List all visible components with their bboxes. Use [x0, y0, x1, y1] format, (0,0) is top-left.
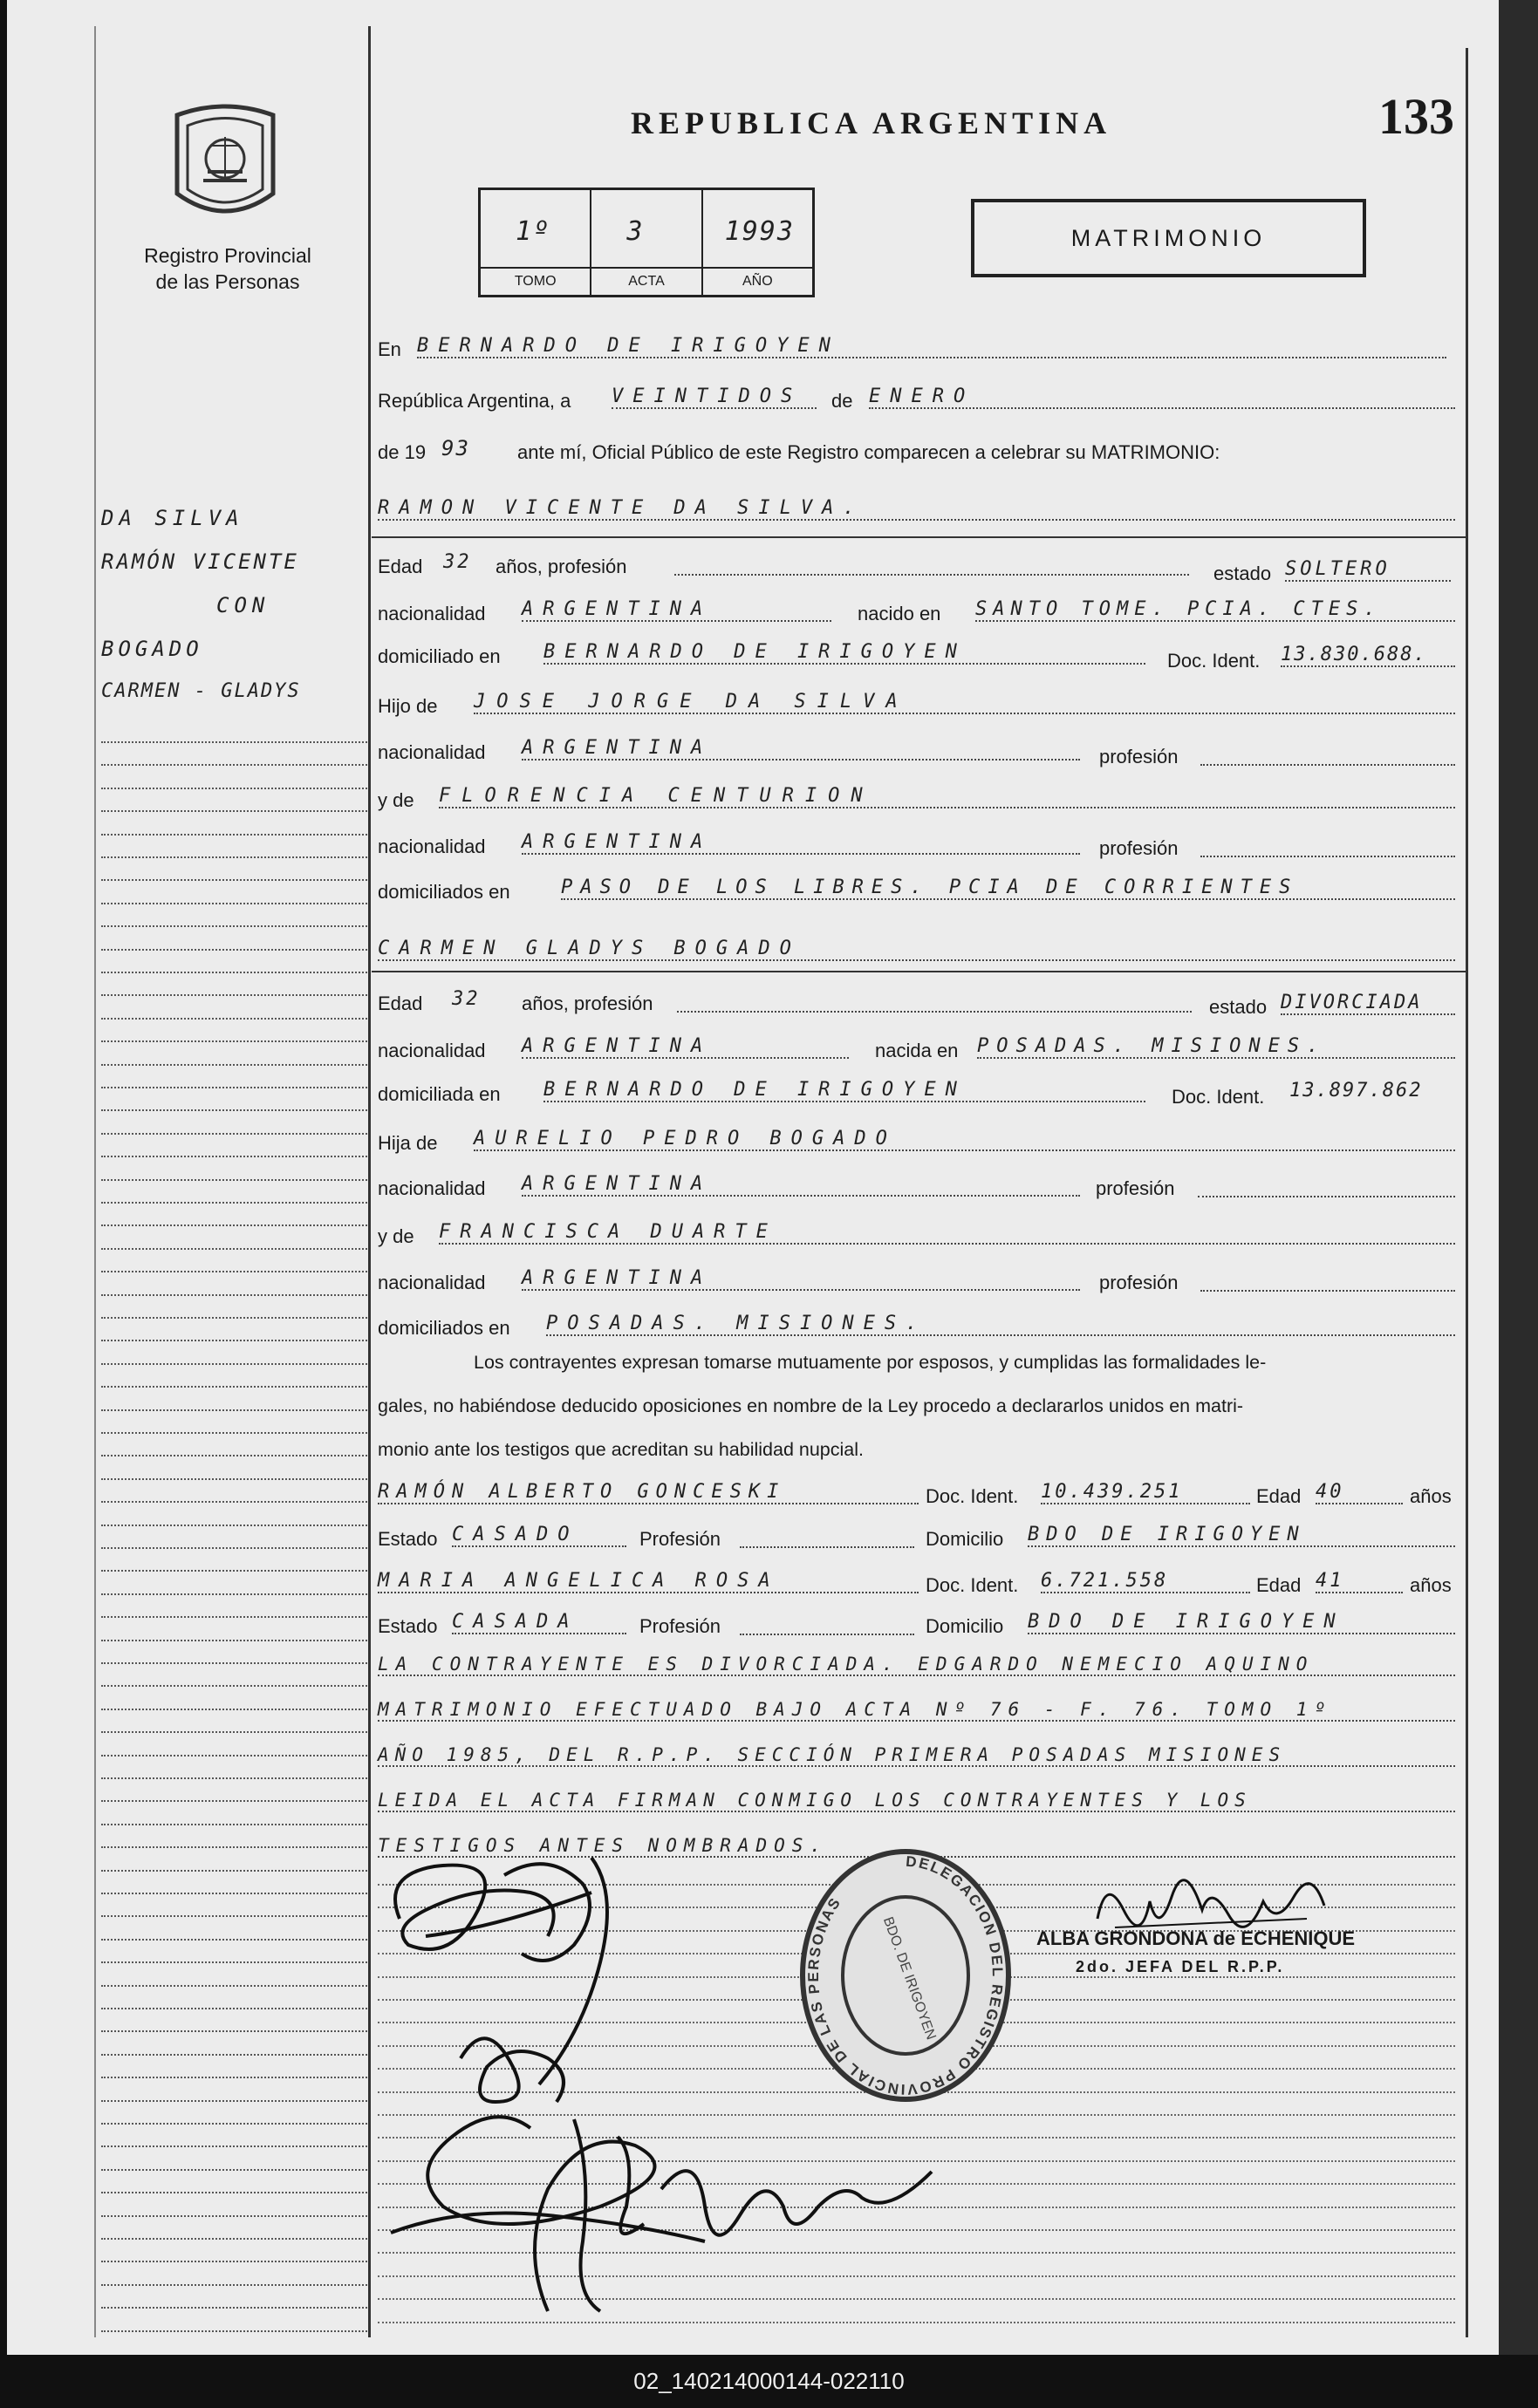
bride-padres-dom: POSADAS. MISIONES. [546, 1313, 1455, 1336]
witness1-domicilio: BDO DE IRIGOYEN [1028, 1524, 1455, 1547]
page-number: 133 [1378, 88, 1454, 145]
margin-ruled-line [101, 788, 367, 789]
groom-father-nacionalidad: ARGENTINA [522, 737, 1080, 761]
bride-estado: DIVORCIADA [1281, 992, 1455, 1015]
groom-edad-label: Edad [378, 556, 423, 577]
ano-value: 1993 [724, 216, 795, 247]
margin-ruled-line [101, 2008, 367, 2009]
witness2-profesion-label: Profesión [639, 1615, 721, 1637]
bride-doc: 13.897.862 [1289, 1080, 1423, 1102]
bride-father-nac-label: nacionalidad [378, 1177, 486, 1199]
bride-estado-label: estado [1209, 996, 1268, 1018]
margin-line-2: RAMÓN VICENTE [101, 549, 299, 574]
witness2-domicilio: BDO DE IRIGOYEN [1028, 1611, 1455, 1634]
doc-type-title: MATRIMONIO [1070, 224, 1267, 251]
margin-ruled-line [101, 1040, 367, 1042]
tomo-value: 1º [516, 216, 551, 247]
stamp-inner-text: BDO. DE IRIGOYEN [879, 1914, 939, 2043]
bride-mother-nacionalidad: ARGENTINA [522, 1267, 1080, 1291]
margin-ruled-line [101, 1800, 367, 1802]
witness1-doc: 10.439.251 [1041, 1481, 1250, 1504]
witness1-age: 40 [1316, 1481, 1403, 1504]
bride-edad-label: Edad [378, 993, 423, 1014]
margin-ruled-line [101, 1294, 367, 1296]
margin-line-1: DA SILVA [101, 506, 244, 530]
margin-ruled-line [101, 972, 367, 973]
margin-ruled-line [101, 1961, 367, 1963]
image-code-caption: 02_140214000144-022110 [633, 2368, 905, 2394]
margin-ruled-line [101, 1018, 367, 1020]
margin-ruled-line [101, 2261, 367, 2262]
margin-ruled-line [101, 1455, 367, 1456]
witness2-anos: años [1410, 1574, 1452, 1596]
margin-ruled-line [101, 2215, 367, 2217]
groom-nacido-label: nacido en [858, 603, 941, 624]
margin-ruled-line [101, 1824, 367, 1825]
witness1-anos: años [1410, 1485, 1452, 1507]
groom-domicilio: BERNARDO DE IRIGOYEN [543, 641, 1145, 665]
margin-ruled-line [101, 1179, 367, 1181]
margin-ruled-line [101, 1133, 367, 1135]
witness1-estado-label: Estado [378, 1528, 438, 1550]
margin-ruled-line [101, 1731, 367, 1733]
provincial-seal-icon [168, 98, 282, 229]
margin-line-5: CARMEN - GLADYS [101, 680, 301, 702]
margin-ruled-line [101, 1340, 367, 1341]
year-suffix: 93 [441, 436, 470, 460]
groom-doc: 13.830.688. [1281, 644, 1455, 667]
bride-yde-label: y de [378, 1225, 414, 1247]
witness1-profesion-label: Profesión [639, 1528, 721, 1550]
country-heading: REPUBLICA ARGENTINA [631, 106, 1112, 140]
groom-mother-profesion-label: profesión [1099, 837, 1179, 859]
margin-ruled-line [101, 2077, 367, 2078]
margin-divider-line [368, 26, 371, 2337]
groom-nacionalidad: ARGENTINA [522, 598, 831, 622]
witness1-edad-label: Edad [1256, 1485, 1302, 1507]
groom-yde-label: y de [378, 789, 414, 811]
groom-estado: SOLTERO [1285, 558, 1451, 582]
groom-age: 32 [443, 551, 472, 573]
stamp-ring-text: DELEGACION DEL REGISTRO PROVINCIAL DE LAS PERSONAS [804, 1852, 1007, 2098]
margin-ruled-line [101, 1109, 367, 1111]
margin-ruled-line [101, 810, 367, 812]
groom-estado-label: estado [1213, 563, 1272, 584]
groom-mother: FLORENCIA CENTURION [439, 785, 1455, 808]
bride-father-profesion-label: profesión [1096, 1177, 1175, 1199]
witness2-domicilio-label: Domicilio [926, 1615, 1004, 1637]
margin-ruled-line [101, 1248, 367, 1250]
bride-age: 32 [452, 988, 481, 1010]
witness2-estado: CASADA [452, 1611, 626, 1634]
bride-father: AURELIO PEDRO BOGADO [474, 1128, 1455, 1151]
witness2-doc: 6.721.558 [1041, 1570, 1250, 1593]
bride-mother: FRANCISCA DUARTE [439, 1221, 1455, 1245]
margin-ruled-line [101, 2054, 367, 2056]
margin-ruled-line [101, 1640, 367, 1641]
margin-ruled-line [101, 1570, 367, 1572]
bride-doc-label: Doc. Ident. [1172, 1086, 1265, 1108]
bride-father-nacionalidad: ARGENTINA [522, 1173, 1080, 1197]
margin-ruled-line [101, 1893, 367, 1894]
witness1-doc-label: Doc. Ident. [926, 1485, 1019, 1507]
place-field: BERNARDO DE IRIGOYEN [417, 335, 1446, 358]
margin-ruled-line [101, 1616, 367, 1618]
document-page [7, 0, 1499, 2355]
margin-ruled-line [101, 741, 367, 743]
margin-ruled-line [101, 764, 367, 766]
bride-hija-label: Hija de [378, 1132, 438, 1154]
bride-nacida-label: nacida en [875, 1040, 959, 1061]
official-title: 2do. JEFA DEL R.P.P. [1076, 1958, 1285, 1975]
groom-mother-nacionalidad: ARGENTINA [522, 831, 1080, 855]
acta-value: 3 [626, 216, 645, 247]
margin-ruled-line [101, 925, 367, 927]
groom-domiciliado-label: domiciliado en [378, 645, 501, 667]
margin-ruled-line [101, 1915, 367, 1917]
groom-anos-profesion: años, profesión [496, 556, 627, 577]
groom-father-nac-label: nacionalidad [378, 741, 486, 763]
margin-ruled-line [101, 2307, 367, 2309]
margin-ruled-line [101, 2145, 367, 2147]
margin-edge-line [94, 26, 96, 2337]
right-border-line [1466, 48, 1468, 2337]
intro-closing: ante mí, Oficial Público de este Registro comparecen a celebrar su MATRIMONIO: [517, 441, 1220, 463]
witness2-estado-label: Estado [378, 1615, 438, 1637]
margin-ruled-line [101, 1224, 367, 1226]
bride-domiciliada-label: domiciliada en [378, 1083, 501, 1105]
margin-ruled-line [101, 856, 367, 858]
witness2-name: MARIA ANGELICA ROSA [378, 1570, 919, 1593]
acta-label: ACTA [591, 267, 701, 290]
margin-ruled-line [101, 1202, 367, 1204]
bride-name-rule [372, 971, 1466, 972]
margin-ruled-line [101, 1662, 367, 1664]
note-line-2: MATRIMONIO EFECTUADO BAJO ACTA Nº 76 - F. 76. TOMO 1º [378, 1699, 1455, 1722]
margin-ruled-line [101, 834, 367, 836]
ano-label: AÑO [703, 267, 812, 290]
margin-ruled-line [101, 994, 367, 996]
day-field: VEINTIDOS [612, 385, 817, 409]
note-line-4: LEIDA EL ACTA FIRMAN CONMIGO LOS CONTRAYENTES Y LOS [378, 1790, 1455, 1812]
margin-ruled-line [101, 1409, 367, 1411]
margin-ruled-line [101, 2100, 367, 2102]
margin-ruled-line [101, 1777, 367, 1779]
margin-ruled-line [101, 1939, 367, 1941]
declaration-line2: gales, no habiéndose deducido oposiciones en nombre de la Ley procedo a declararlos unidos en matri- [378, 1395, 1244, 1416]
registry-ref-box [478, 188, 815, 297]
margin-ruled-line [101, 1525, 367, 1526]
margin-ruled-line [101, 879, 367, 881]
groom-mother-nac-label: nacionalidad [378, 836, 486, 857]
binding-spine [1499, 0, 1538, 2355]
groom-hijo-label: Hijo de [378, 695, 438, 717]
tomo-label: TOMO [481, 267, 590, 290]
bride-nacida: POSADAS. MISIONES. [977, 1035, 1455, 1059]
groom-nac-label: nacionalidad [378, 603, 486, 624]
margin-line-3: CON [216, 593, 270, 617]
note-line-3: AÑO 1985, DEL R.P.P. SECCIÓN PRIMERA POSADAS MISIONES [378, 1744, 1455, 1767]
groom-doc-label: Doc. Ident. [1167, 650, 1261, 672]
witness1-domicilio-label: Domicilio [926, 1528, 1004, 1550]
en-label: En [378, 338, 401, 360]
witness2-age: 41 [1316, 1570, 1403, 1593]
margin-ruled-line [101, 2123, 367, 2125]
margin-ruled-line [101, 1547, 367, 1549]
margin-ruled-line [101, 2169, 367, 2171]
groom-padres-dom: PASO DE LOS LIBRES. PCIA DE CORRIENTES [561, 877, 1455, 900]
margin-ruled-line [101, 1755, 367, 1757]
ano-cell [703, 190, 812, 295]
bride-padres-dom-label: domiciliados en [378, 1317, 510, 1339]
witness1-estado: CASADO [452, 1524, 626, 1547]
month-field: ENERO [869, 385, 1455, 409]
margin-ruled-line [101, 1709, 367, 1710]
agency-name-line1: Registro Provincial [144, 244, 311, 267]
witness2-edad-label: Edad [1256, 1574, 1302, 1596]
bride-name: CARMEN GLADYS BOGADO [378, 938, 1455, 961]
bride-nacionalidad: ARGENTINA [522, 1035, 849, 1059]
bride-mother-profesion-label: profesión [1099, 1272, 1179, 1293]
margin-ruled-line [101, 1271, 367, 1272]
declaration-line1: Los contrayentes expresan tomarse mutuamente por esposos, y cumplidas las formalidades le- [474, 1352, 1267, 1373]
agency-name-line2: de las Personas [155, 270, 300, 293]
groom-name: RAMON VICENTE DA SILVA. [378, 497, 1455, 521]
margin-ruled-line [101, 1363, 367, 1365]
margin-ruled-line [101, 1685, 367, 1687]
bride-nac-label: nacionalidad [378, 1040, 486, 1061]
witness2-doc-label: Doc. Ident. [926, 1574, 1019, 1596]
margin-ruled-line [101, 949, 367, 951]
acta-cell [591, 190, 702, 295]
margin-line-4: BOGADO [101, 637, 203, 661]
margin-ruled-line [101, 1087, 367, 1088]
margin-ruled-line [101, 2030, 367, 2032]
margin-ruled-line [101, 1870, 367, 1872]
groom-nacido: SANTO TOME. PCIA. CTES. [975, 598, 1455, 622]
note-line-1: LA CONTRAYENTE ES DIVORCIADA. EDGARDO NEMECIO AQUINO [378, 1654, 1455, 1676]
note-line-5: TESTIGOS ANTES NOMBRADOS. [378, 1835, 1455, 1858]
margin-ruled-line [101, 2284, 367, 2286]
groom-name-rule [372, 536, 1466, 538]
margin-ruled-line [101, 1846, 367, 1848]
margin-ruled-line [101, 1064, 367, 1066]
signature-scribbles [373, 1840, 1019, 2337]
doc-type-box [971, 199, 1366, 277]
margin-ruled-line [101, 903, 367, 904]
bride-mother-nac-label: nacionalidad [378, 1272, 486, 1293]
official-name: ALBA GRONDONA de ECHENIQUE [1036, 1927, 1356, 1949]
margin-ruled-line [101, 1432, 367, 1434]
tomo-cell [481, 190, 591, 295]
margin-ruled-line [101, 1386, 367, 1388]
margin-ruled-line [101, 1593, 367, 1595]
margin-ruled-line [101, 1501, 367, 1503]
margin-ruled-line [101, 1156, 367, 1157]
margin-ruled-line [101, 2330, 367, 2332]
de-label: de [831, 390, 853, 412]
margin-ruled-line [101, 2192, 367, 2193]
bride-domicilio: BERNARDO DE IRIGOYEN [543, 1079, 1145, 1102]
bride-anos-profesion: años, profesión [522, 993, 653, 1014]
margin-ruled-line [101, 2238, 367, 2240]
declaration-line3: monio ante los testigos que acreditan su habilidad nupcial. [378, 1439, 864, 1460]
republica-label: República Argentina, a [378, 390, 571, 412]
groom-father: JOSE JORGE DA SILVA [474, 691, 1455, 714]
groom-padres-dom-label: domiciliados en [378, 881, 510, 903]
witness1-name: RAMÓN ALBERTO GONCESKI [378, 1481, 919, 1504]
margin-ruled-line [101, 1478, 367, 1480]
year-prefix: de 19 [378, 441, 427, 463]
margin-ruled-line [101, 1985, 367, 1987]
groom-father-profesion-label: profesión [1099, 746, 1179, 767]
margin-ruled-line [101, 1317, 367, 1319]
